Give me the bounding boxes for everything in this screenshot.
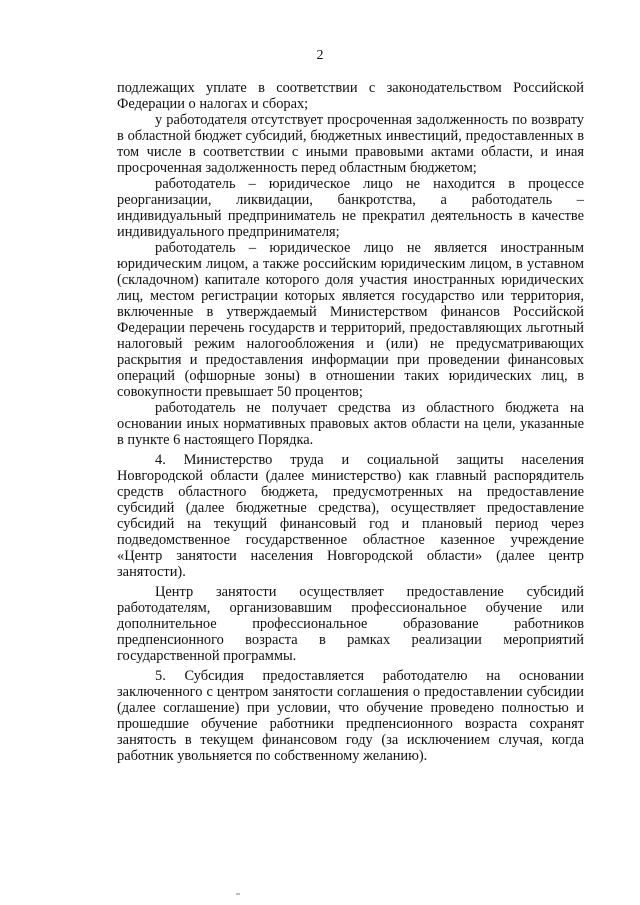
scan-dot	[236, 893, 240, 895]
paragraph-not-foreign-entity: работодатель – юридическое лицо не является иностранным юридическим лицом, а также российским юридическим лицом, в уставном (складочном) капитале которого доля участия иностранных юридических лиц, местом регистрации которых является государство или территория, включенные в утверждаемый Министерством финансов Российской Федерации перечень государств и территорий, предоставляющих льготный налоговый режим налогообложения и (или) не предусматривающих раскрытия и предоставления информации при проведении финансовых операций (офшорные зоны) в отношении таких юридических лиц, в совокупности превышает 50 процентов;	[117, 240, 584, 400]
document-body	[117, 80, 584, 764]
paragraph-clause-5: 5. Субсидия предоставляется работодателю на основании заключенного с центром занятости соглашения о предоставлении субсидии (далее соглашение) при условии, что обучение проведено полностью и прошедшие обучение работники предпенсионного возраста сохранят занятость в текущем финансовом году (за исключением случая, когда работник увольняется по собственному желанию).	[117, 668, 584, 764]
paragraph-continuation: подлежащих уплате в соответствии с законодательством Российской Федерации о налогах и сборах;	[117, 80, 584, 112]
paragraph-employment-center: Центр занятости осуществляет предоставление субсидий работодателям, организовавшим профессиональное обучение или дополнительное профессиональное образование работников предпенсионного возраста в рамках реализации мероприятий государственной программы.	[117, 584, 584, 664]
paragraph-clause-4: 4. Министерство труда и социальной защиты населения Новгородской области (далее министерство) как главный распорядитель средств областного бюджета, предусмотренных на предоставление субсидий (далее бюджетные средства), осуществляет предоставление субсидий на текущий финансовый год и плановый период через подведомственное государственное областное казенное учреждение «Центр занятости населения Новгородской области» (далее центр занятости).	[117, 452, 584, 580]
page-number: 2	[316, 48, 324, 63]
paragraph-no-overdue-debt: у работодателя отсутствует просроченная задолженность по возврату в областной бюджет субсидий, бюджетных инвестиций, предоставленных в том числе в соответствии с иными правовыми актами области, и иная просроченная задолженность перед областным бюджетом;	[117, 112, 584, 176]
paragraph-no-reorganization: работодатель – юридическое лицо не находится в процессе реорганизации, ликвидации, банкротства, а работодатель – индивидуальный предприниматель не прекратил деятельность в качестве индивидуального предпринимателя;	[117, 176, 584, 240]
paragraph-no-other-funds: работодатель не получает средства из областного бюджета на основании иных нормативных правовых актов области на цели, указанные в пункте 6 настоящего Порядка.	[117, 400, 584, 448]
